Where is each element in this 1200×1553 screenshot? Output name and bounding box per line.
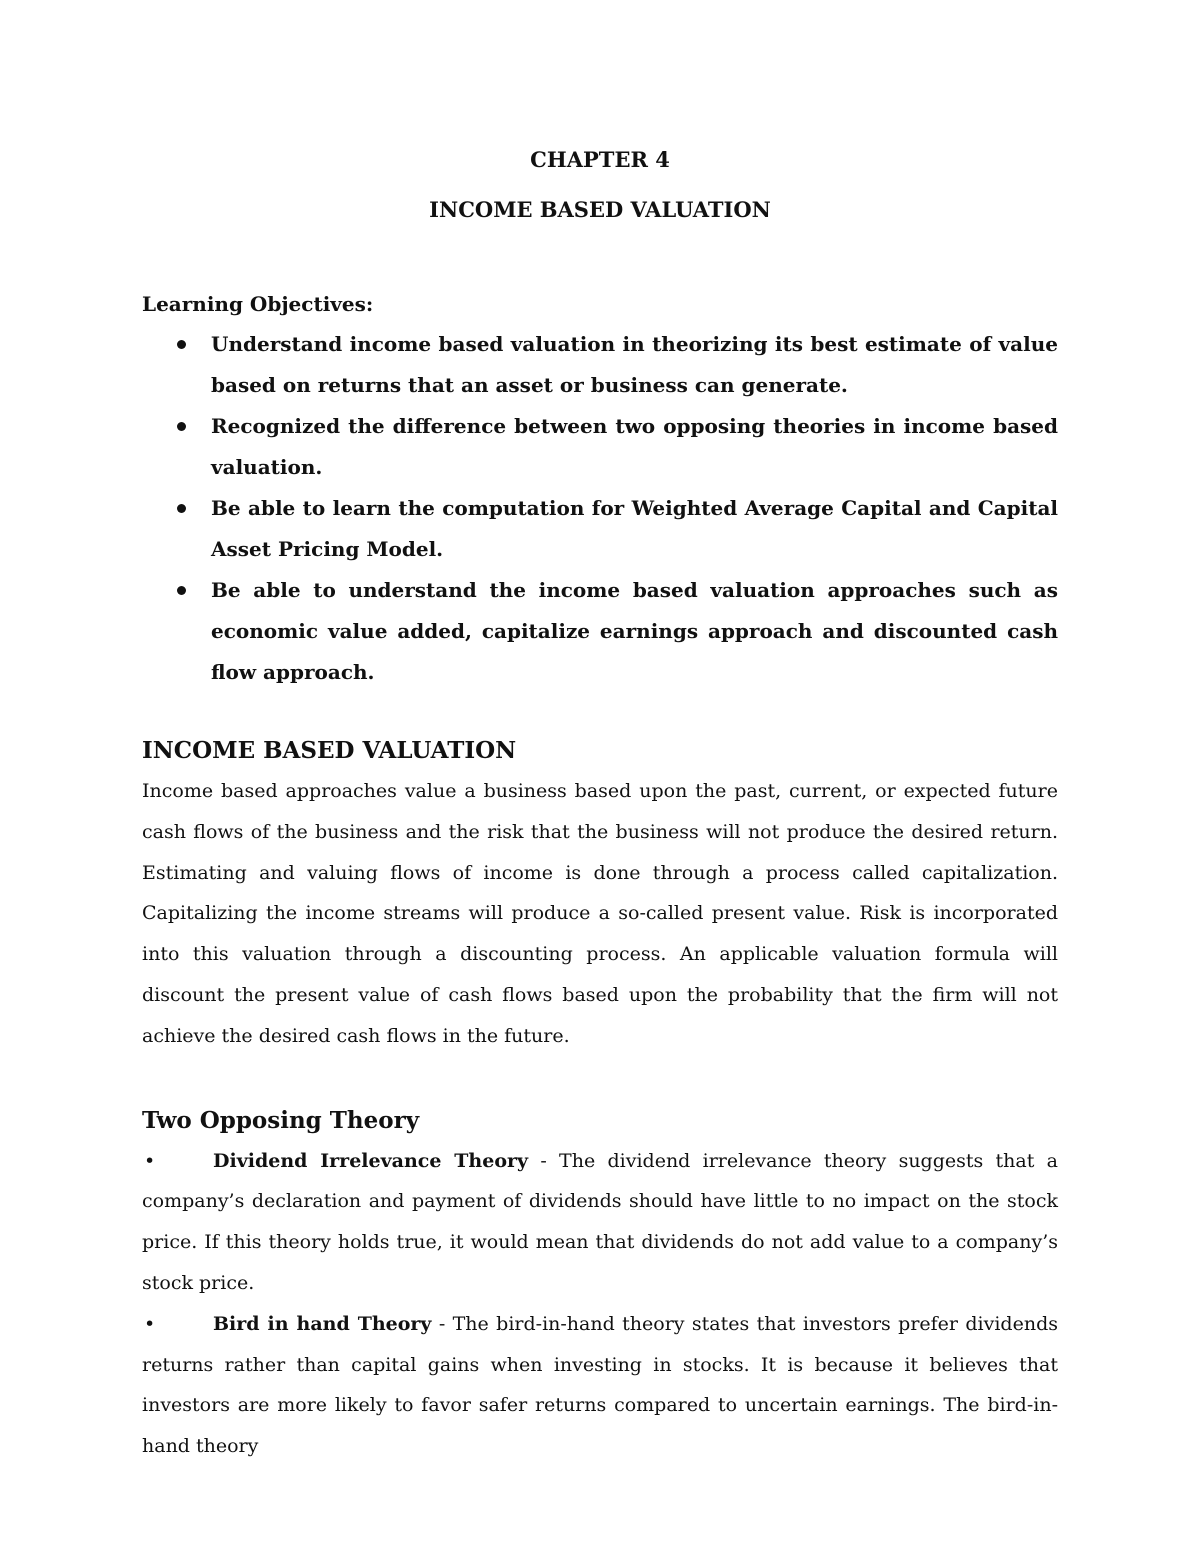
document-page <box>142 140 1058 1467</box>
objective-item <box>142 324 1058 406</box>
bullet-icon: • <box>144 1149 156 1172</box>
section-heading: Two Opposing Theory <box>142 1106 420 1134</box>
objective-text: Be able to understand the income based valuation approaches such as economic value added, capitalize earnings approach and discounted cash flow approach. <box>211 578 1058 684</box>
theory-term: Dividend Irrelevance Theory <box>213 1149 529 1172</box>
objective-text: Be able to learn the computation for Weighted Average Capital and Capital Asset Pricing Model. <box>211 496 1058 561</box>
learning-objectives-label: Learning Objectives: <box>142 292 374 316</box>
objective-text: Understand income based valuation in theorizing its best estimate of value based on returns that an asset or business can generate. <box>211 332 1058 397</box>
objective-item <box>142 570 1058 693</box>
objective-item <box>142 406 1058 488</box>
section-paragraph: Income based approaches value a business based upon the past, current, or expected future cash flows of the business and the risk that the business will not produce the desired return. Estimating and valuing flows of income is done through a process called capitalization. Capitalizing the income streams will produce a so-called present value. Risk is incorporated into this valuation through a discounting process. An applicable valuation formula will discount the present value of cash flows based upon the probability that the firm will not achieve the desired cash flows in the future. <box>142 780 1058 1047</box>
learning-objectives-list <box>142 324 1058 693</box>
theory-item <box>142 1141 1058 1304</box>
objective-item <box>142 488 1058 570</box>
theory-text: - The dividend irrelevance theory suggests that a company’s declaration and payment of dividends should have little to no impact on the stock price. If this theory holds true, it would mean that dividends do not add value to a company’s stock price. <box>142 1149 1058 1294</box>
objective-text: Recognized the difference between two opposing theories in income based valuation. <box>211 414 1058 479</box>
theory-item <box>142 1304 1058 1467</box>
chapter-label: CHAPTER 4 <box>530 147 670 172</box>
bullet-icon <box>177 422 186 431</box>
theory-term: Bird in hand Theory <box>213 1312 432 1335</box>
bullet-icon: • <box>144 1312 156 1335</box>
bullet-icon <box>177 504 186 513</box>
bullet-icon <box>177 340 186 349</box>
chapter-title: INCOME BASED VALUATION <box>429 197 771 222</box>
section-heading: INCOME BASED VALUATION <box>142 737 517 764</box>
theory-text: - The bird-in-hand theory states that investors prefer dividends returns rather than capital gains when investing in stocks. It is because it believes that investors are more likely to favor safer returns compared to uncertain earnings. The bird-in-hand theory <box>142 1312 1058 1458</box>
bullet-icon <box>177 586 186 595</box>
